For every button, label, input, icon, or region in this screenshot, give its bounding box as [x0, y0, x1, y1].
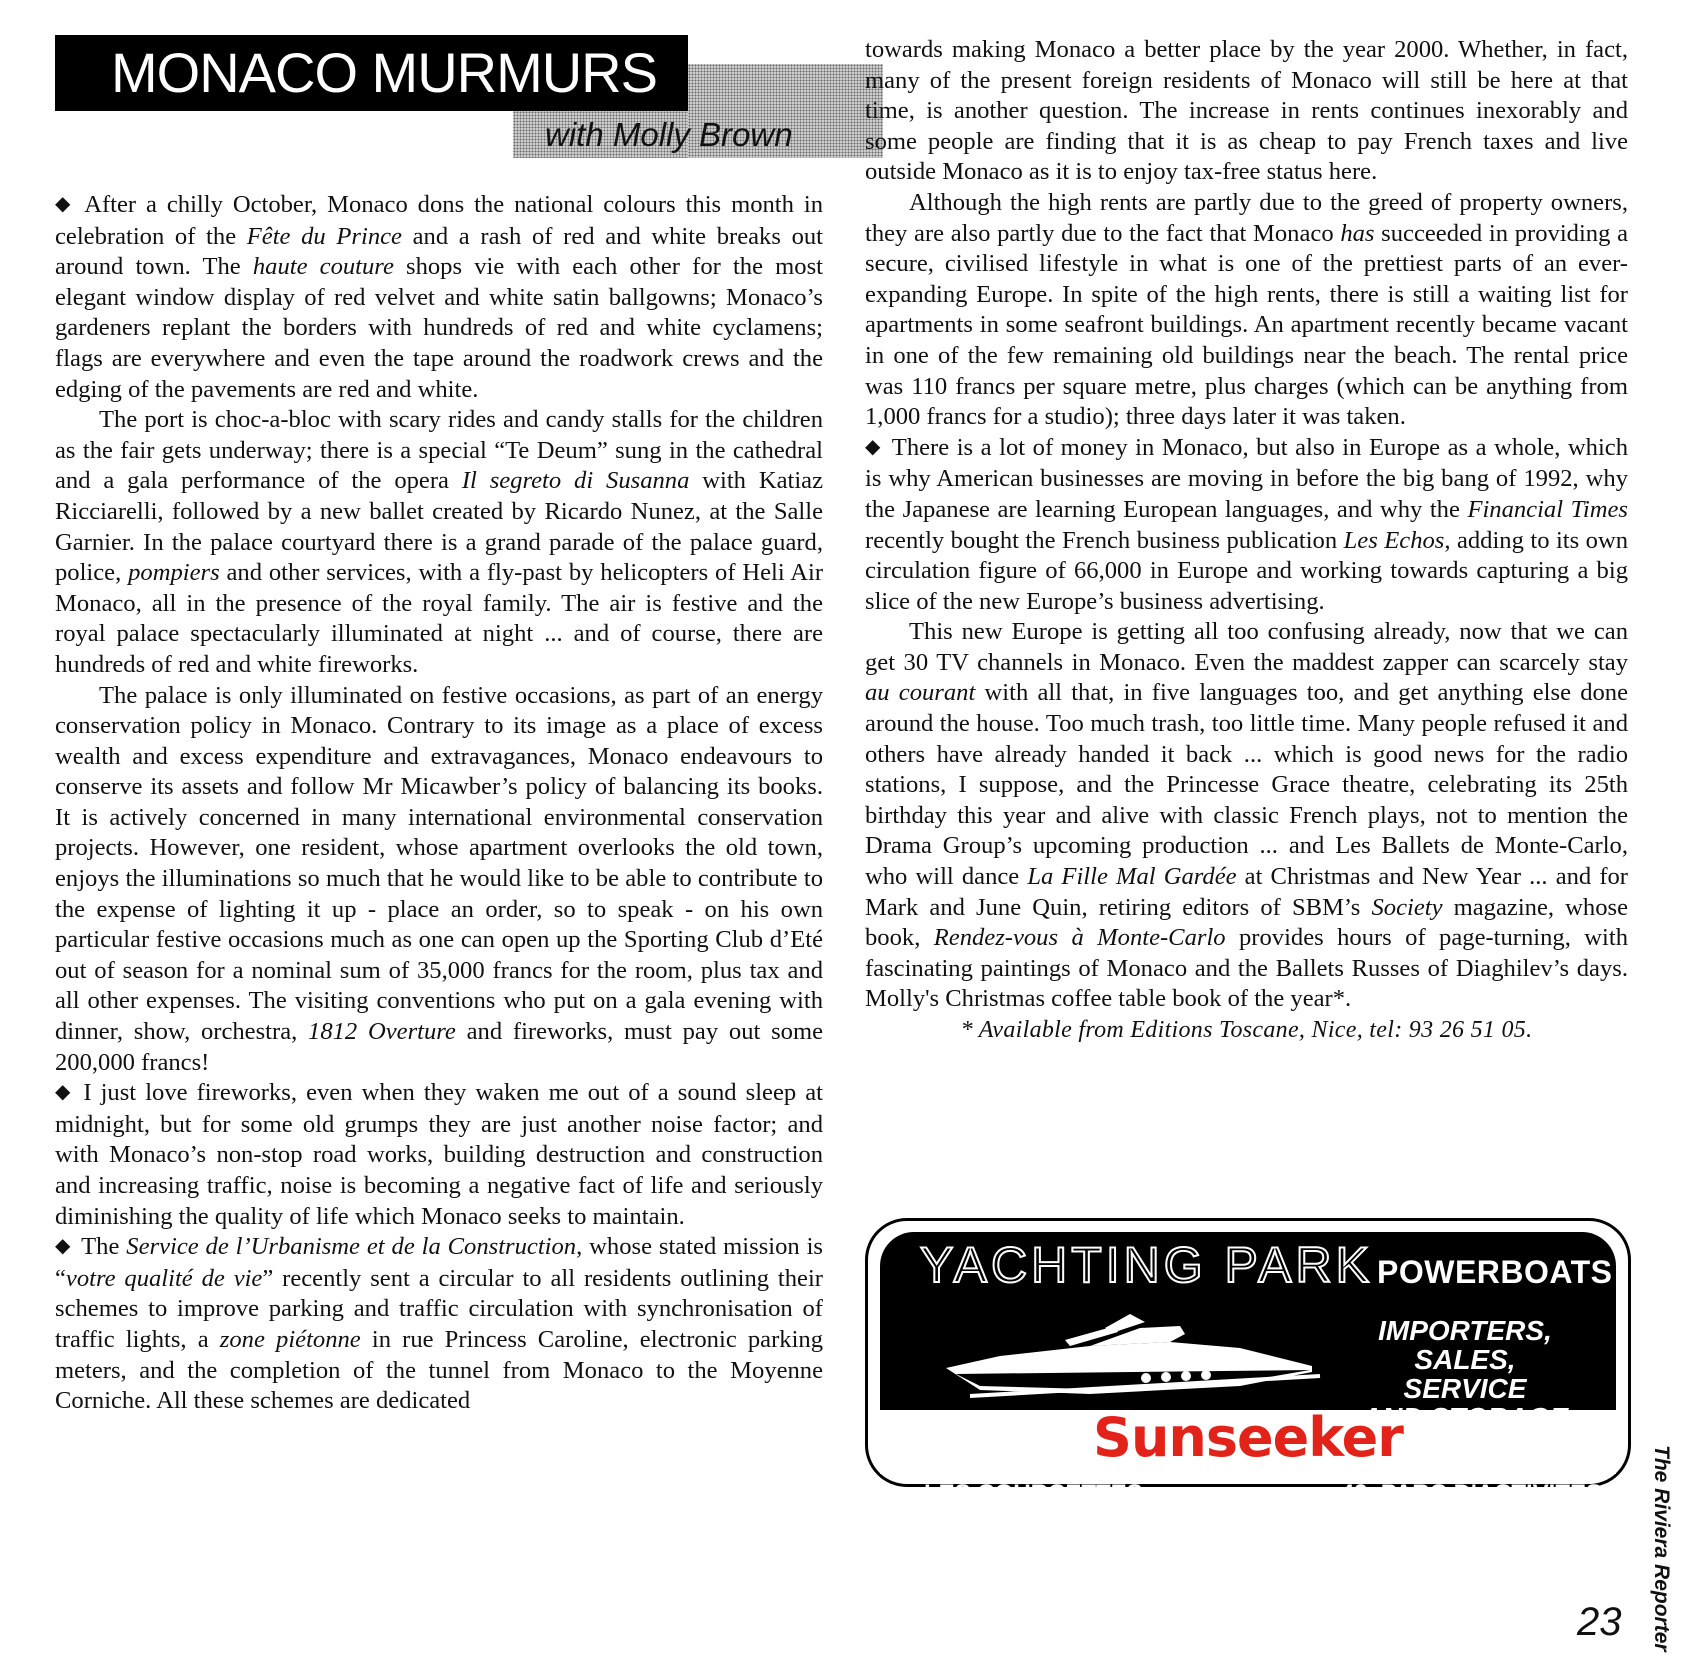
right-column: [865, 35, 1628, 1046]
left-column: [55, 0, 823, 1417]
advertisement-panel: [880, 1232, 1616, 1565]
diamond-bullet-icon: ◆: [55, 1081, 74, 1104]
column-header: [55, 0, 823, 190]
diamond-bullet-icon: ◆: [865, 435, 882, 458]
paragraph-right-3: ◆ There is a lot of money in Monaco, but also in Europe as a whole, which is why American businesses are moving in before the big bang of 1992, why the Japanese are learning European languages, and why the Financial Times recently bought the French business publication Les Echos, adding to its own circulation figure of 66,000 in Europe and working towards capturing a big slice of the new Europe’s business advertising.: [865, 433, 1629, 615]
ad-services: IMPORTERS, SALES, SERVICE: [1378, 1315, 1552, 1404]
ad-address-right: 42, PARC D'ACTIVITES 83310 GRIMAUD TEL: 94 43 20 24: [1340, 1480, 1602, 1565]
diamond-bullet-icon: ◆: [55, 1235, 72, 1258]
ad-category: POWERBOATS: [1377, 1254, 1613, 1290]
paragraph-right-4: This new Europe is getting all too confusing already, now that we can get 30 TV channels in Monaco. Even the maddest zapper can scarcely stay au courant with all that, in five languages too, and get anything else done around the house. Too much trash, too little time. Many people refused it and others have already handed it back ... which is good news for the radio stations, I suppose, and the Princesse Grace theatre, celebrating its 25th birthday this year and alive with classic French plays, not to mention the Drama Group’s upcoming production ... and Les Ballets de Monte-Carlo, who will dance La Fille Mal Gardée at Christmas and New Year ... and for Mark and June Quin, retiring editors of SBM’s Society magazine, whose book, Rendez-vous à Monte-Carlo provides hours of page-turning, with fascinating paintings of Monaco and the Ballets Russes of Diaghilev’s days. Molly's Christmas coffee table book of the year*.: [865, 618, 1629, 1013]
ad-brand-logo: Sunseeker: [1093, 1406, 1403, 1469]
powerboat-icon: [940, 1312, 1340, 1410]
paragraph-left-2: The port is choc-a-bloc with scary rides and candy stalls for the children as the fair gets underway; there is a special “Te Deum” sung in the cathedral and a gala performance of the opera Il segreto di Susanna with Katiaz Ricciarelli, followed by a new ballet created by Ricardo Nunez, at the Salle Garnier. In the palace courtyard there is a grand parade of the palace guard, police, pompiers and other services, with a fly-past by helicopters of Heli Air Monaco, all in the presence of the royal family. The air is festive and the royal palace spectacularly illuminated at night ... and of course, there are hundreds of red and white fireworks.: [55, 406, 824, 678]
column-title: MONACO MURMURS: [111, 41, 657, 104]
paragraph-right-2: Although the high rents are partly due to the greed of property owners, they are also partly due to the fact that Monaco has succeeded in providing a secure, civilised lifestyle in what is one of the prettiest parts of an ever-expanding Europe. In spite of the high rents, there is still a waiting list for apartments in some seafront buildings. An apartment recently became vacant in one of the few remaining old buildings near the beach. The rental price was 110 francs per square metre, plus charges (which can be anything from 1,000 francs for a studio); three days later it was taken.: [865, 188, 1628, 431]
paragraph-left-3: The palace is only illuminated on festive occasions, as part of an energy conservation policy in Monaco. Contrary to its image as a place of excess wealth and excess expenditure and extravagances, Monaco endeavours to conserve its assets and follow Mr Micawber’s policy of balancing its books. It is actively concerned in many international environmental conservation projects. However, one resident, whose apartment overlooks the old town, enjoys the illuminations so much that he would like to be able to contribute to the expense of lighting it up - place an order, so to speak - on his own particular festive occasions much as one can open up the Sporting Club d’Eté out of season for a nominal sum of 35,000 francs for the room, plus tax and all other expenses. The visiting conventions who put on a gala evening with dinner, show, orchestra, 1812 Overture and fireworks, must pay out some 200,000 francs!: [55, 681, 823, 1076]
page-number: 23: [1577, 1600, 1622, 1644]
paragraph-right-1: towards making Monaco a better place by the year 2000. Whether, in fact, many of the present foreign residents of Monaco will still be here at that time, is another question. The increase in rents continues inexorably and some people are finding that it is as cheap to pay French taxes and live outside Monaco as it is to enjoy tax-free status here.: [865, 36, 1628, 186]
advertisement: [865, 1218, 1631, 1565]
paragraph-left-1: ◆ After a chilly October, Monaco dons the national colours this month in celebration of the Fête du Prince and a rash of red and white breaks out around town. The haute couture shops vie with each other for the most elegant window display of red velvet and white satin ballgowns; Monaco’s gardeners replant the borders with hundreds of red and white cyclamens; flags are everywhere and even the tape around the roadwork crews and the edging of the pavements are red and white.: [55, 191, 823, 403]
paragraph-left-5: ◆ The Service de l’Urbanisme et de la Construction, whose stated mission is “votre qualité de vie” recently sent a circular to all residents outlining their schemes to improve parking and traffic circulation with synchronisation of traffic lights, a zone piétonne in rue Princess Caroline, electronic parking meters, and the completion of the tunnel from Monaco to the Moyenne Corniche. All these schemes are dedicated: [55, 1233, 824, 1415]
column-title-box: [55, 35, 688, 111]
ad-address-left: LES COURCETTES 06220 GOLFE JUAN TEL: 93 63 85 85 FAX: 93 63 04 37: [924, 1480, 1299, 1565]
diamond-bullet-icon: ◆: [55, 193, 75, 215]
paragraph-left-4: ◆ I just love fireworks, even when they waken me out of a sound sleep at midnight, but for some old grumps they are just another noise factor; and with Monaco’s non-stop road works, building destruction and construction and increasing traffic, noise is becoming a negative fact of life and seriously diminishing the quality of life which Monaco seeks to maintain.: [55, 1079, 823, 1230]
left-body: [55, 190, 823, 1417]
publication-name: The Riviera Reporter: [1650, 1445, 1673, 1652]
byline: with Molly Brown: [545, 116, 793, 153]
footnote: * Available from Editions Toscane, Nice, tel: 93 26 51 05.: [960, 1017, 1533, 1043]
ad-company-name: YACHTING PARK: [920, 1237, 1373, 1293]
